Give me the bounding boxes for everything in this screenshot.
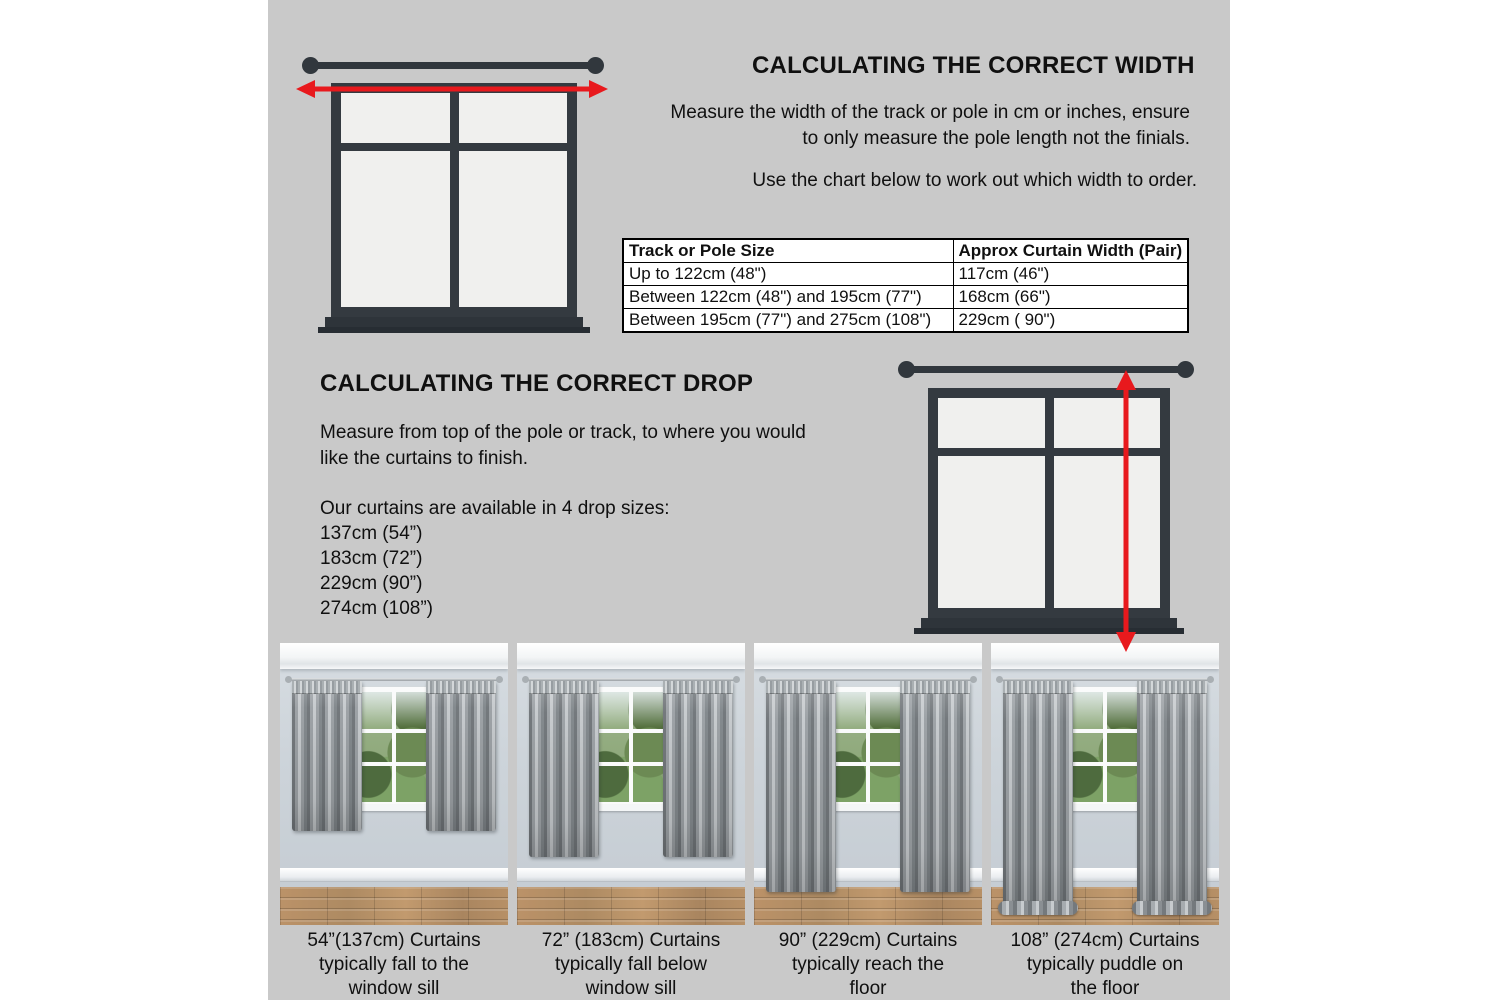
room-cornice [991,643,1219,669]
caption-90-inch [743,929,993,1000]
caption-line: 108” (274cm) Curtains [1010,930,1200,951]
glazing-bar [831,762,905,766]
glazing-bar [1103,692,1107,802]
drop-paragraph-line: Measure from top of the pole or track, to where you would [320,422,806,443]
drop-size-item: 274cm (108”) [320,598,433,619]
caption-line: the floor [1070,978,1140,999]
room-window [352,687,436,807]
window-pane [1054,456,1161,608]
caption-line: window sill [585,978,677,999]
curtain-left [529,681,599,857]
glazing-bar [392,692,396,802]
width-section-heading: CALCULATING THE CORRECT WIDTH [752,52,1195,79]
table-cell-curtain-width: 168cm (66") [953,286,1188,309]
photo-54-inch-curtains [280,643,508,925]
curtain-left [1003,681,1073,909]
glazing-bar [866,692,870,802]
glazing-bar [1068,762,1142,766]
room-cornice [517,643,745,669]
glazing-bar [594,762,668,766]
caption-line: 72” (183cm) Curtains [541,930,721,951]
drop-paragraph-line: like the curtains to finish. [320,448,529,469]
glazing-bar [357,762,431,766]
glazing-bar [1068,729,1142,733]
drop-sizes-list [320,521,433,621]
caption-line: window sill [348,978,440,999]
drop-sizes-intro: Our curtains are available in 4 drop sizes: [320,498,670,519]
room-cornice [754,643,982,669]
glazing-bar [629,692,633,802]
curtain-pole-graphic-drop [908,366,1184,373]
window-pane [938,398,1045,448]
window-pane [459,151,568,307]
table-row [623,286,1188,309]
glazing-bar [357,729,431,733]
table-cell-pole-size: Between 122cm (48") and 195cm (77") [623,286,953,309]
window-graphic-width [331,83,577,317]
room-skirting-board [517,868,745,882]
curtain-right [900,681,970,892]
room-wood-floor [517,887,745,925]
caption-72-inch [506,929,756,1000]
table-cell-curtain-width: 117cm (46") [953,263,1188,286]
curtain-width-table [622,238,1189,333]
width-paragraph-line: Measure the width of the track or pole in cm or inches, ensure [670,102,1190,123]
room-window [589,687,673,807]
curtain-pole-graphic-width [312,62,594,69]
table-cell-pole-size: Between 195cm (77") and 275cm (108") [623,309,953,333]
table-cell-pole-size: Up to 122cm (48") [623,263,953,286]
curtain-right [663,681,733,857]
room-cornice [280,643,508,669]
window-sill-base-graphic [914,628,1184,634]
window-pane [341,151,450,307]
glazing-bar [594,729,668,733]
drop-measure-arrow-icon [1113,369,1139,653]
table-header-curtain-width: Approx Curtain Width (Pair) [953,239,1188,263]
table-row [623,263,1188,286]
caption-line: floor [849,978,887,999]
caption-54-inch [269,929,519,1000]
width-measure-arrow-icon [294,77,610,101]
table-cell-curtain-width: 229cm ( 90") [953,309,1188,333]
room-wood-floor [280,887,508,925]
drop-section-paragraph [320,420,806,472]
room-window [1063,687,1147,807]
drop-section-heading: CALCULATING THE CORRECT DROP [320,370,754,397]
curtain-left [766,681,836,892]
curtain-right [1137,681,1207,909]
room-skirting-board [280,868,508,882]
photo-72-inch-curtains [517,643,745,925]
caption-line: 90” (229cm) Curtains [778,930,958,951]
drop-size-item: 137cm (54”) [320,523,423,544]
photo-108-inch-curtains [991,643,1219,925]
width-section-note: Use the chart below to work out which width to order. [752,170,1197,191]
table-header-row [623,239,1188,263]
drop-size-item: 229cm (90”) [320,573,423,594]
caption-line: typically fall below [554,954,708,975]
window-pane [938,456,1045,608]
window-sill-graphic [325,317,583,327]
room-window [826,687,910,807]
caption-line: 54”(137cm) Curtains [307,930,481,951]
width-paragraph-line: to only measure the pole length not the finials. [802,128,1190,149]
window-sill-base-graphic [318,327,590,333]
caption-line: typically reach the [791,954,945,975]
photo-90-inch-curtains [754,643,982,925]
caption-line: typically fall to the [319,954,469,975]
room-wood-floor [754,887,982,925]
table-header-pole-size: Track or Pole Size [623,239,953,263]
window-pane [1054,398,1161,448]
table-row [623,309,1188,333]
drop-size-item: 183cm (72”) [320,548,423,569]
glazing-bar [831,729,905,733]
width-section-paragraph [600,100,1190,152]
curtain-right [426,681,496,831]
caption-line: typically puddle on [1026,954,1184,975]
caption-108-inch [980,929,1230,1000]
curtain-left [292,681,362,831]
